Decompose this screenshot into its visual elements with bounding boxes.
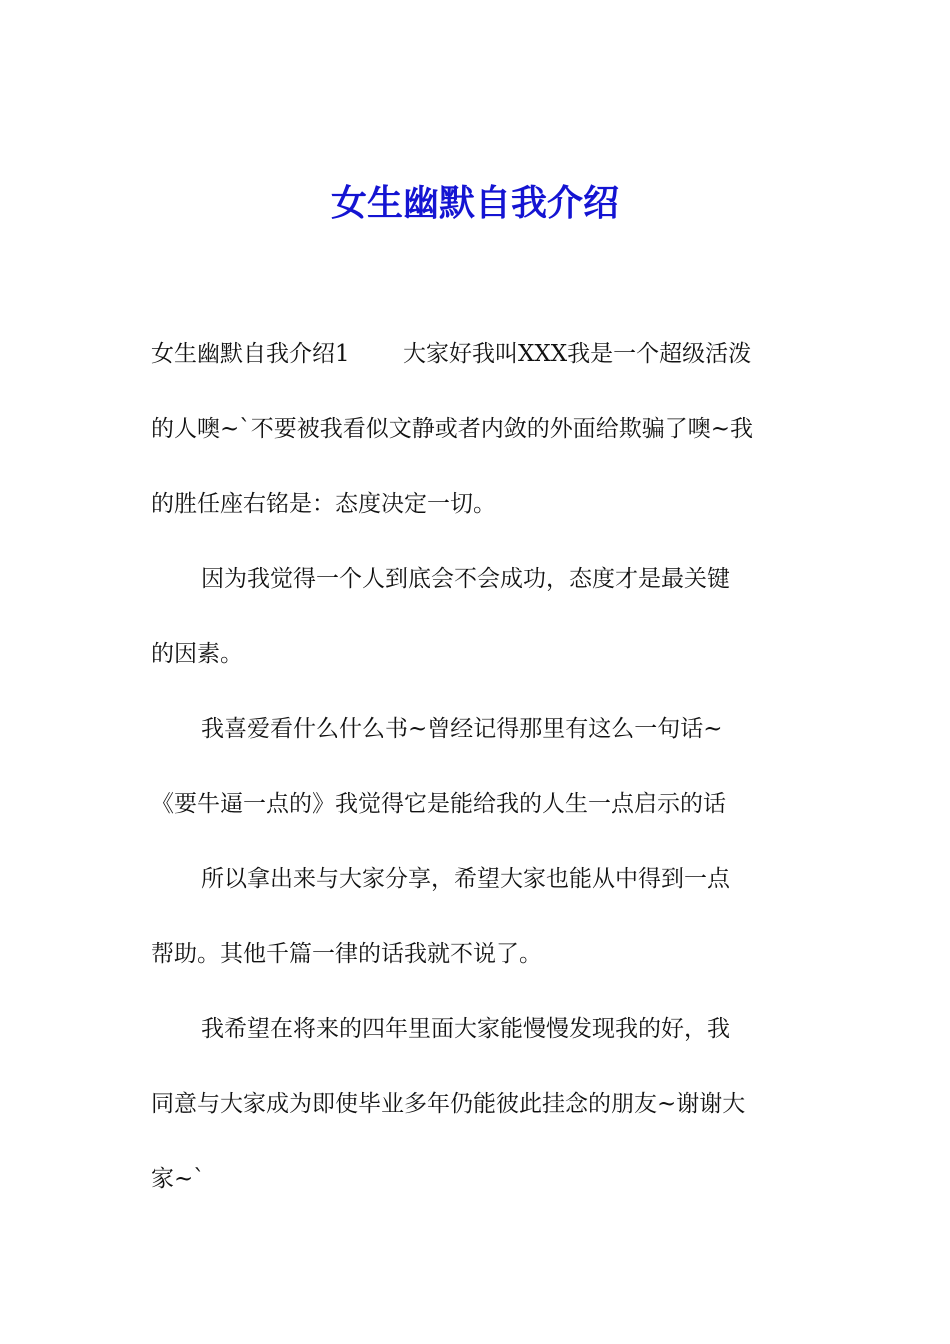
body-line: 我喜爱看什么什么书~曾经记得那里有这么一句话~ <box>201 716 723 742</box>
body-line: 所以拿出来与大家分享，希望大家也能从中得到一点 <box>201 866 730 892</box>
body-line: 《要牛逼一点的》我觉得它是能给我的人生一点启示的话 <box>151 791 726 817</box>
document-body <box>151 317 803 1217</box>
body-line: 因为我觉得一个人到底会不会成功，态度才是最关键 <box>201 566 730 592</box>
body-line: 我希望在将来的四年里面大家能慢慢发现我的好，我 <box>201 1016 730 1042</box>
body-line: 帮助。其他千篇一律的话我就不说了。 <box>151 941 542 967</box>
body-line: 的人噢~`不要被我看似文静或者内敛的外面给欺骗了噢~我 <box>151 416 754 442</box>
body-line: 的胜任座右铭是：态度决定一切。 <box>151 491 496 517</box>
document-title: 女生幽默自我介绍 <box>330 182 619 224</box>
body-line: 同意与大家成为即使毕业多年仍能彼此挂念的朋友~谢谢大 <box>151 1091 746 1117</box>
body-line: 家~` <box>151 1166 205 1192</box>
body-line: 的因素。 <box>151 641 243 667</box>
body-line: 女生幽默自我介绍1 大家好我叫XXX我是一个超级活泼 <box>151 341 752 367</box>
